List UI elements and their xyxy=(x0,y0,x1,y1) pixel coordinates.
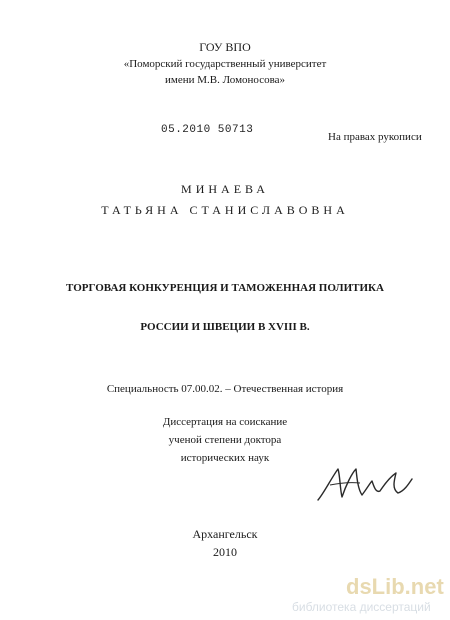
signature xyxy=(310,455,420,515)
watermark-subtitle: библиотека диссертаций xyxy=(292,600,431,614)
degree-line3: исторических наук xyxy=(180,452,270,464)
organization-type: ГОУ ВПО xyxy=(199,40,251,54)
watermark-logo-text: dsLib xyxy=(346,574,405,599)
dissertation-title-line1: ТОРГОВАЯ КОНКУРЕНЦИЯ И ТАМОЖЕННАЯ ПОЛИТИКА xyxy=(66,282,384,294)
watermark-logo-domain: .net xyxy=(404,574,444,599)
year: 2010 xyxy=(213,545,237,559)
author-surname: МИНАЕВА xyxy=(181,182,269,196)
specialty-line: Специальность 07.00.02. – Отечественная история xyxy=(106,383,344,395)
university-name-line2: имени М.В. Ломоносова» xyxy=(164,74,286,86)
city: Архангельск xyxy=(192,527,258,541)
manuscript-note: На правах рукописи xyxy=(328,131,422,143)
university-name-line1: «Поморский государственный университет xyxy=(123,58,327,70)
watermark-logo xyxy=(346,574,444,600)
degree-line1: Диссертация на соискание xyxy=(162,416,288,428)
degree-line2: ученой степени доктора xyxy=(168,434,282,446)
dissertation-title-line2: РОССИИ И ШВЕЦИИ В XVIII В. xyxy=(140,321,310,333)
registration-stamp: 05.2010 50713 xyxy=(161,124,254,136)
author-given-names: ТАТЬЯНА СТАНИСЛАВОВНА xyxy=(101,203,349,217)
